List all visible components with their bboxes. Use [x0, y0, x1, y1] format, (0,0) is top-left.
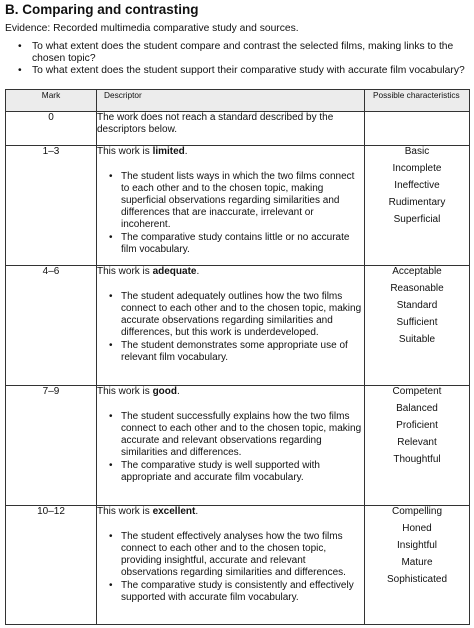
characteristic: Mature [401, 557, 433, 568]
level-word: good [152, 386, 177, 397]
descriptor-cell [97, 386, 365, 506]
descriptor-bullets [97, 531, 364, 604]
table-header-row [6, 90, 470, 112]
characteristics-cell [365, 386, 470, 506]
guiding-question: • To what extent does the student compare and contrast the selected films, making links to the chosen topic? [16, 41, 471, 65]
characteristics-cell [365, 112, 470, 146]
descriptor-lead [97, 146, 364, 158]
descriptor-lead [97, 386, 364, 398]
characteristic: Reasonable [390, 283, 444, 294]
characteristic: Standard [396, 300, 438, 311]
characteristic: Relevant [397, 437, 437, 448]
header-descriptor: Descriptor [97, 90, 365, 112]
characteristic: Proficient [396, 420, 438, 431]
descriptor-bullet: • The comparative study contains little or no accurate film vocabulary. [121, 232, 364, 256]
characteristic: Competent [392, 386, 442, 397]
lead-prefix: This work is [97, 506, 153, 517]
mark-cell: 10–12 [6, 506, 97, 625]
characteristic: Incomplete [392, 163, 442, 174]
mark-cell: 1–3 [6, 146, 97, 266]
section-title: B. Comparing and contrasting [5, 2, 199, 17]
level-word: adequate [152, 266, 197, 277]
characteristic: Suitable [398, 334, 436, 345]
characteristic: Superficial [393, 214, 441, 225]
descriptor-bullet: • The student successfully explains how the two films connect to each other and to the chosen topic, making accurate and relevant observations regarding similarities and differences. [121, 411, 364, 459]
descriptor-cell [97, 266, 365, 386]
characteristic: Thoughtful [393, 454, 441, 465]
header-mark: Mark [6, 90, 97, 112]
mark-cell: 7–9 [6, 386, 97, 506]
lead-suffix: . [195, 506, 199, 517]
table-row [6, 506, 470, 625]
table-row [6, 266, 470, 386]
lead-prefix: This work is [97, 146, 153, 157]
lead-suffix: . [177, 386, 180, 397]
characteristic: Sufficient [396, 317, 438, 328]
level-word: excellent [152, 506, 196, 517]
header-characteristics: Possible characteristics [365, 90, 470, 112]
descriptor-lead [97, 506, 364, 518]
descriptor-cell [97, 112, 365, 146]
table-row [6, 386, 470, 506]
characteristic: Balanced [396, 403, 438, 414]
descriptor-bullet: • The comparative study is consistently and effectively supported with accurate film vocabulary. [121, 580, 364, 604]
descriptor-bullet: • The comparative study is well supported with appropriate and accurate film vocabulary. [121, 460, 364, 484]
characteristic: Sophisticated [386, 574, 448, 585]
descriptor-bullet: • The student effectively analyses how the two films connect to each other and to the chosen topic, providing insightful, accurate and relevant observations regarding similarities and differences. [121, 531, 364, 579]
lead-suffix: . [184, 146, 188, 157]
descriptor-cell [97, 506, 365, 625]
mark-cell: 0 [6, 112, 97, 146]
guiding-question: • To what extent does the student support their comparative study with accurate film vocabulary? [16, 65, 471, 77]
evidence-text: Evidence: Recorded multimedia comparative study and sources. [5, 23, 299, 34]
descriptor-cell [97, 146, 365, 266]
characteristic: Compelling [391, 506, 443, 517]
descriptor-bullets [97, 411, 364, 484]
lead-suffix: . [196, 266, 200, 277]
table-row [6, 146, 470, 266]
mark-cell: 4–6 [6, 266, 97, 386]
descriptor-bullets [97, 171, 364, 256]
table-row [6, 112, 470, 146]
descriptor-bullets [97, 291, 364, 364]
characteristic: Rudimentary [388, 197, 446, 208]
characteristics-cell [365, 506, 470, 625]
characteristic: Ineffective [394, 180, 440, 191]
rubric-table [5, 89, 470, 625]
characteristic: Basic [404, 146, 430, 157]
lead-prefix: This work is [97, 386, 153, 397]
guiding-questions [16, 41, 471, 77]
characteristics-cell [365, 146, 470, 266]
descriptor-lead [97, 266, 364, 278]
lead-prefix: This work is [97, 266, 153, 277]
characteristics-cell [365, 266, 470, 386]
descriptor-bullet: • The student adequately outlines how the two films connect to each other and to the chosen topic, making accurate observations regarding similarities and differences, but this work is underdeveloped. [121, 291, 364, 339]
level-word: limited [152, 146, 185, 157]
characteristic: Honed [402, 523, 432, 534]
characteristic: Insightful [396, 540, 438, 551]
descriptor-bullet: • The student lists ways in which the two films connect to each other and to the chosen topic, making superficial observations regarding similarities and differences that are inaccurate, irrelevant or incoherent. [121, 171, 364, 231]
descriptor-bullet: • The student demonstrates some appropriate use of relevant film vocabulary. [121, 340, 364, 364]
descriptor-lead: The work does not reach a standard described by the descriptors below. [97, 112, 334, 135]
characteristic: Acceptable [392, 266, 442, 277]
